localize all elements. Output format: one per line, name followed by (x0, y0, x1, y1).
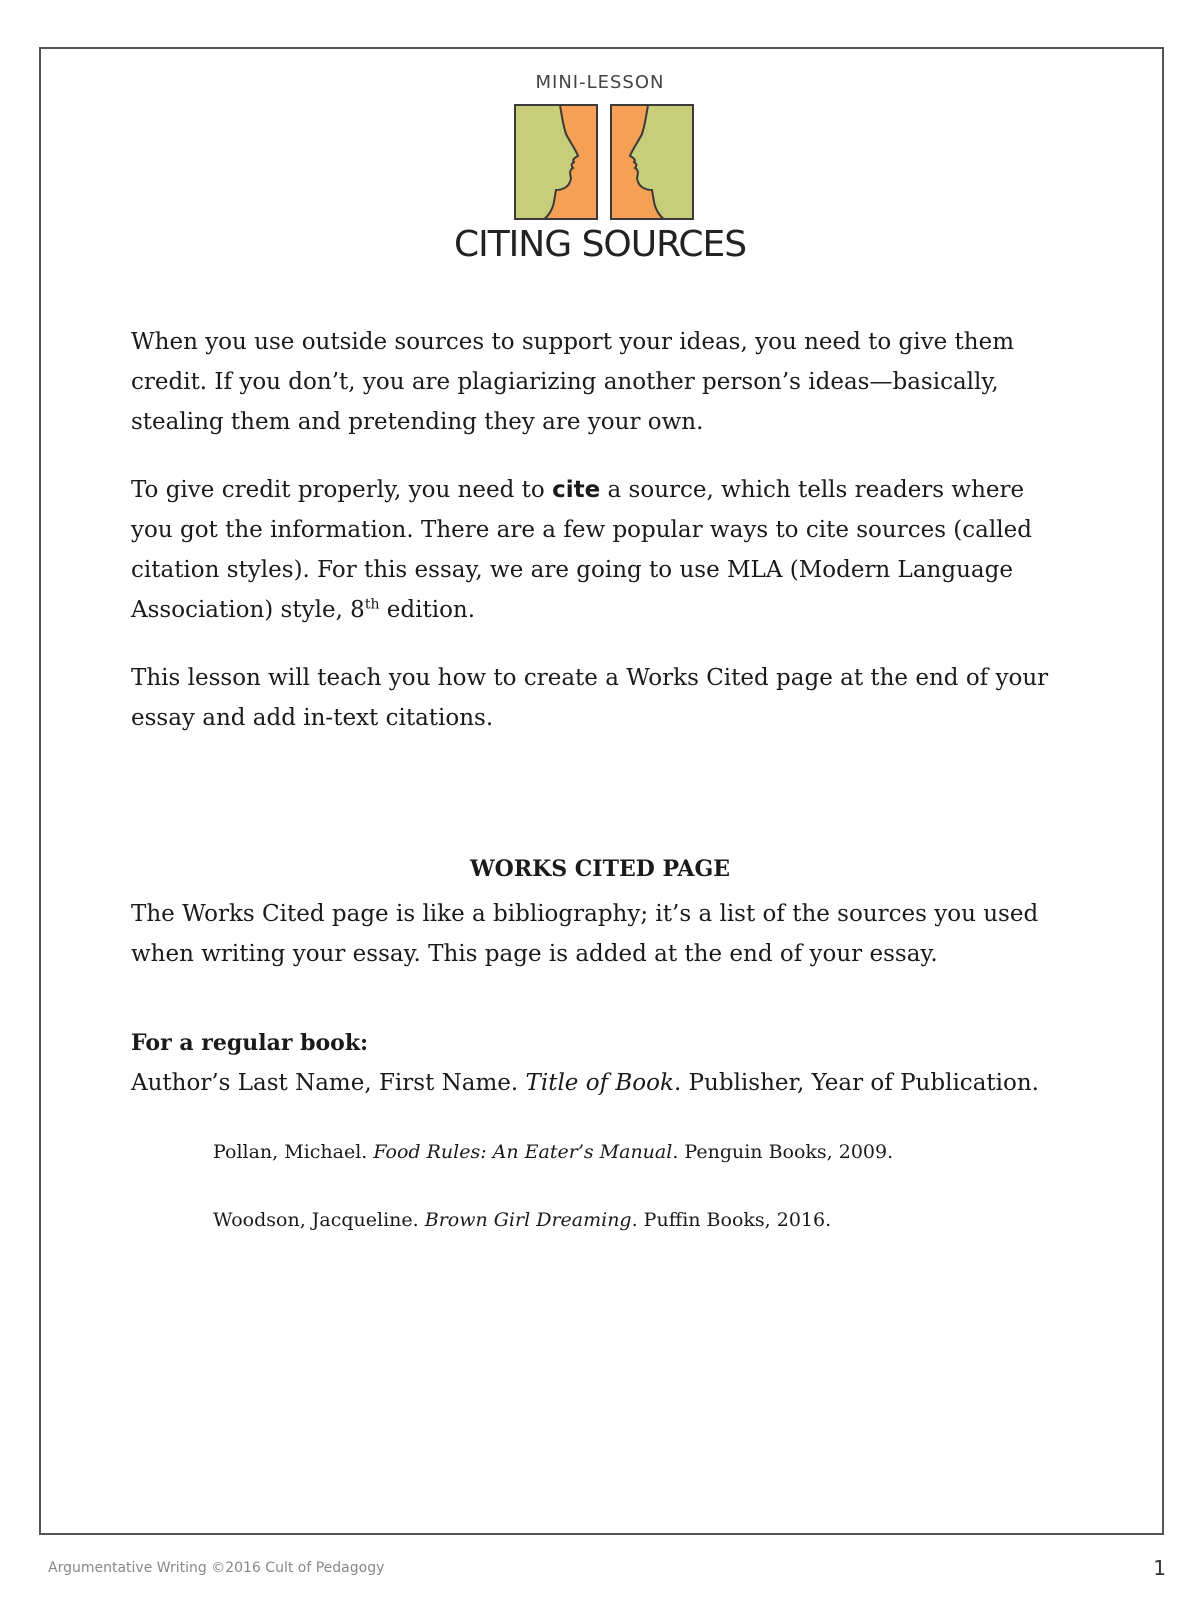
citation-format (131, 1063, 1071, 1103)
page-title: CITING SOURCES (453, 224, 747, 265)
regular-book-heading: For a regular book: (131, 1030, 369, 1056)
page-border (39, 47, 1164, 1535)
format-title: Title of Book (525, 1070, 674, 1096)
citation-example (213, 1206, 1073, 1234)
works-cited-description: The Works Cited page is like a bibliography; it’s a list of the sources you used when writing your essay. This page is added at the end of your essay. (131, 901, 1039, 967)
format-author: Author’s Last Name, First Name. (131, 1070, 526, 1096)
example-author: Woodson, Jacqueline. (213, 1209, 425, 1231)
edition-superscript: th (364, 596, 380, 613)
example-title: Brown Girl Dreaming (424, 1209, 632, 1231)
mini-lesson-label: MINI-LESSON (535, 72, 665, 93)
page-number: 1 (1153, 1556, 1166, 1580)
example-title: Food Rules: An Eater’s Manual (373, 1141, 673, 1163)
intro-paragraph-1: When you use outside sources to support your ideas, you need to give them credit. If you don’t, you are plagiarizing another person’s ideas—basically, stealing them and pretending they are your own. (131, 329, 1015, 435)
format-publisher: . Publisher, Year of Publication. (673, 1070, 1039, 1096)
example-publisher: . Puffin Books, 2016. (631, 1209, 832, 1231)
citation-example (213, 1138, 1073, 1166)
intro-p2-text: To give credit properly, you need to (131, 477, 553, 503)
profile-faces-logo-icon (514, 104, 694, 220)
cite-keyword: cite (552, 477, 601, 503)
intro-paragraph-3: This lesson will teach you how to create a Works Cited page at the end of your essay and add in-text citations. (131, 665, 1049, 731)
footer-copyright: Argumentative Writing ©2016 Cult of Pedagogy (48, 1560, 385, 1576)
example-publisher: . Penguin Books, 2009. (672, 1141, 894, 1163)
intro-paragraph-2 (131, 470, 1071, 630)
intro-p2-end: edition. (379, 597, 476, 623)
example-author: Pollan, Michael. (213, 1141, 374, 1163)
intro-p2-text-cont: a source, which tells readers where you got the information. There are a few popular ways to cite sources (called citation styles). For this essay, we are going to use MLA (Modern Language Association) style, 8 (131, 477, 1032, 623)
works-cited-heading: WORKS CITED PAGE (469, 856, 731, 882)
